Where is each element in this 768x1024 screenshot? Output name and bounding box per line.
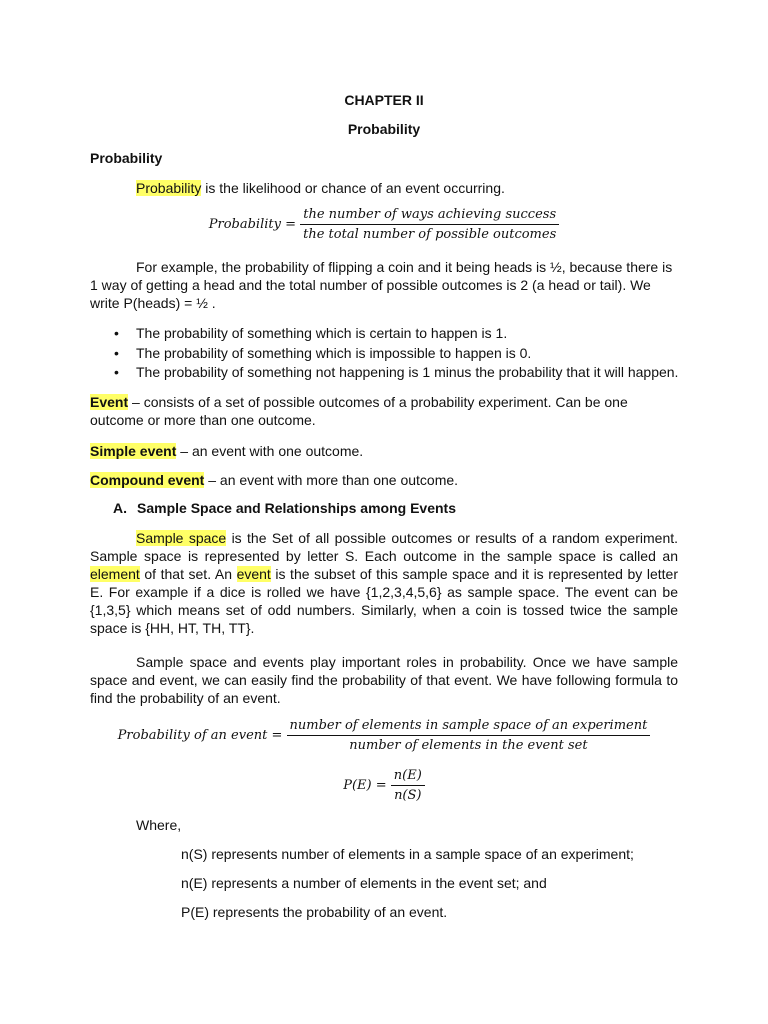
bullet-dot: • [114, 344, 119, 361]
list-item [90, 363, 690, 383]
formula-event-probability [0, 718, 768, 753]
list-item [90, 344, 690, 364]
formula2-lhs: Probability of an event = [117, 728, 283, 743]
bullet-text: The probability of something not happening is 1 minus the probability that it will happen. [136, 364, 679, 380]
where-label: Where, [136, 817, 182, 833]
roles-paragraph: Sample space and events play important roles in probability. Once we have sample space and event, we can easily find the probability of that event. We have following formula to find the probability of an event. [90, 654, 678, 706]
term-compound-event: Compound event [90, 472, 205, 488]
bullet-text: The probability of something which is impossible to happen is 0. [136, 344, 532, 361]
list-item [90, 324, 690, 344]
sample-space-text-2: of that set. An [139, 566, 237, 582]
formula3-fraction [391, 768, 425, 803]
compound-event-definition [90, 471, 458, 489]
bullet-text: The probability of something which is certain to happen is 1. [136, 325, 508, 341]
bullet-list [90, 324, 690, 383]
subsection-letter: A. [113, 500, 127, 516]
sample-space-text-3: is the subset of this sample space and it is represented by letter E. For example if a dice is rolled we have {1,2,3,4,5,6} as sample space. The event can be {1,3,5} which means set of odd numbers. Similarly, when a coin is tossed twice the sample space is {HH, HT, TH, TT}. [90, 566, 678, 636]
term-event: Event [90, 394, 129, 410]
term-event-inline: event [236, 566, 271, 582]
subsection-heading [113, 499, 456, 517]
formula1-numerator: the number of ways achieving success [300, 207, 559, 225]
event-definition-text: – consists of a set of possible outcomes of a probability experiment. Can be one outcome or more than one outcome. [90, 394, 628, 428]
term-element: element [90, 566, 140, 582]
term-probability: Probability [136, 180, 202, 196]
where-item: n(S) represents number of elements in a sample space of an experiment; [181, 846, 634, 862]
example-paragraph: For example, the probability of flipping a coin and it being heads is ½, because there is 1 way of getting a head and the total number of possible outcomes is 2 (a head or tail). We write P(heads) = ½ . [90, 259, 673, 311]
formula1-lhs: Probability = [208, 217, 296, 232]
formula-probability [0, 207, 768, 242]
where-item: P(E) represents the probability of an event. [181, 904, 448, 920]
formula2-denominator: number of elements in the event set [349, 738, 588, 753]
bullet-dot: • [114, 364, 119, 380]
sample-space-text-1: is the Set of all possible outcomes or results of a random experiment. Sample space is represented by letter S. Each outcome in the sample space is called an [90, 530, 679, 564]
where-item: n(E) represents a number of elements in the event set; and [181, 875, 547, 891]
event-definition [90, 393, 678, 429]
formula3-numerator: n(E) [391, 768, 425, 786]
intro-line [136, 180, 505, 196]
formula2-fraction [287, 718, 651, 753]
section-heading: Probability [90, 150, 163, 166]
formula2-numerator: number of elements in sample space of an experiment [287, 718, 651, 736]
formula1-denominator: the total number of possible outcomes [303, 227, 557, 242]
subsection-title: Sample Space and Relationships among Events [137, 500, 456, 516]
bullet-dot: • [114, 325, 119, 341]
simple-event-text: – an event with one outcome. [176, 443, 364, 459]
formula3-denominator: n(S) [394, 788, 422, 803]
simple-event-definition [90, 442, 363, 460]
compound-event-text: – an event with more than one outcome. [204, 472, 459, 488]
formula3-lhs: P(E) = [343, 778, 387, 793]
formula-pe [0, 768, 768, 803]
chapter-label: CHAPTER II [344, 92, 424, 108]
term-sample-space: Sample space [136, 530, 227, 546]
page-title: Probability [347, 121, 421, 137]
intro-text: is the likelihood or chance of an event occurring. [201, 180, 505, 196]
sample-space-paragraph [90, 529, 678, 637]
formula1-fraction [300, 207, 559, 242]
term-simple-event: Simple event [90, 443, 177, 459]
